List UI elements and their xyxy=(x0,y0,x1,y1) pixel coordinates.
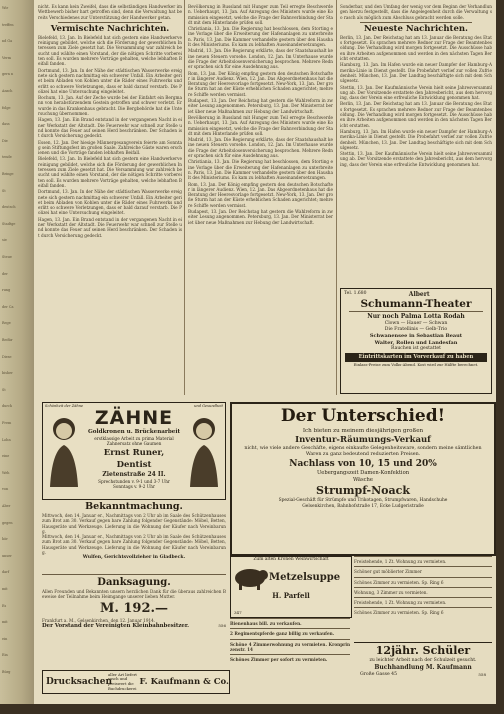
binding-text-fragment: von xyxy=(2,487,9,492)
binding-text-fragment: mit xyxy=(2,620,8,625)
binding-text-fragment: gern n xyxy=(2,72,14,77)
zahne-right-tag: und Gesundheit xyxy=(194,404,223,408)
binding-text-fragment: rung xyxy=(2,288,11,293)
theater-sponsor: Eintrittskarten im Vorverkauf zu haben xyxy=(345,353,487,362)
classified: Schöner gut möblierter Zimmer xyxy=(354,566,492,576)
notice-body: Mittwoch, den 14. Januar er., Nachmittags von 2 Uhr ab im Saale des Schützenhauses zum Brot am 30. Verkauf gegen bare Zahlung folgender Gegenstände: Möbel, Betten, Hausgeräte und Werkzeuge. Lieferung in die Wohnung der Käufer nach Vereinbarung. xyxy=(42,534,226,556)
article-text: Madrid, 13. Jan. Die Regierung erklärte, dass der Staatshaushalt keine neuen Steuern vorsehe. London, 12. Jan. Im Unterhause wurde die Frage der Arbeitslosenversicherung besprochen. Mehrere Redner sprachen sich für eine Ausdehnung aus. xyxy=(188,137,333,159)
dank-sign: Frankfurt a. M., Gelsenkirchen, den 12. Januar 1914. xyxy=(42,617,156,623)
article-text: Christiania, 13. Jan. Die Regierung hat beschlossen, dem Storting eine Vorlage über die Erweiterung der Hafenanlagen zu unterbreiten. Paris, 13. Jan. Die Kammer verhandelte gestern über den Haushalt des Ministeriums. Es kam zu lebhaften Auseinandersetzungen. xyxy=(188,26,333,48)
unterschied-title: Der Unterschied! xyxy=(280,406,446,426)
binding-text-fragment: folge xyxy=(2,105,11,110)
article-text: Rom, 13. Jan. Der König empfing gestern den deutschen Botschafter in längerer Audienz. Wien, 12. Jan. Das Abgeordnetenhaus hat die Beratung der Heeresvorlage fortgesetzt. New-York, 13. Jan. Der große Sturm hat an der Küste erheblichen Schaden angerichtet; mehrere Schiffe werden vermisst. xyxy=(188,181,333,208)
metzel-top: Zum alten Kronen Weinwirtschaft xyxy=(253,557,329,562)
zahne-title: ZÄHNE xyxy=(94,407,174,429)
binding-text-fragment: unser xyxy=(2,553,12,558)
ad-unterschied xyxy=(230,402,496,556)
theater-bottom: Einlass-Preise zum Volks-Abend. Kost wird zur Hälfte berechnet. xyxy=(353,362,479,367)
unterschied-line1: Ich bieten zu meinem diesjährigen großen xyxy=(302,428,424,434)
schuler-line2: Buchhandlung M. Kaufmann xyxy=(374,664,472,671)
classified: Schönes Zimmer per sofort zu vermieten. xyxy=(230,654,350,664)
binding-text-fragment: gegen xyxy=(2,520,13,525)
classified: Schöne 4 Zimmerwohnung zu vermieten. Kronprinzenstr. 14 xyxy=(230,639,350,655)
portrait-right xyxy=(186,407,222,487)
unterschied-line4: Uebergangszeit Damen-Konfektion xyxy=(316,470,410,476)
article-text: Dortmund, 13. Jan. In der Nähe der städtischen Wasserwerke ereignete sich gestern nachmittag ein schwerer Unfall. Ein Arbeiter geriet beim Abladen von Kohlen unter die Räder eines Fuhrwerks und erlitt so schwere Verletzungen, dass er bald darauf verstarb. Die Polizei hat eine Untersuchung eingeleitet. xyxy=(38,67,182,94)
column-3 xyxy=(340,4,492,286)
classified: Wohnung, 3 Zimmer zu vermieten. xyxy=(354,587,492,597)
article-text: Dortmund, 13. Jan. In der Nähe der städtischen Wasserwerke ereignete sich gestern nachmittag ein schwerer Unfall. Ein Arbeiter geriet beim Abladen von Kohlen unter die Räder eines Fuhrwerks und erlitt so schwere Verletzungen, dass er bald darauf verstarb. Die Polizei hat eine Untersuchung eingeleitet. xyxy=(38,189,182,216)
dank-amount: M. 192.— xyxy=(99,600,169,616)
binding-text-fragment: Verm xyxy=(2,55,11,60)
binding-text-fragment: bisher xyxy=(2,371,13,376)
page-bottom-edge xyxy=(0,704,504,714)
page-right-edge xyxy=(496,0,504,714)
binding-text-fragment: eine xyxy=(2,454,10,459)
classified: Schönes Zimmer zu vermieten. Sp. Ring 6 xyxy=(354,607,492,617)
binding-text-fragment: St xyxy=(2,188,6,193)
article-text: Bevölkerung in Russland mit Hunger zum Teil erregte Beschwerden. Ueberhaupt, 13. Jan. Auf Anregung des Ministers wurde eine Kommission eingesetzt, welche die Frage der Bahnverbindung der Stadt mit dem Hinterlande prüfen soll. xyxy=(188,114,333,136)
binding-text-fragment: Wir xyxy=(2,6,9,10)
binding-text-fragment: Bringe xyxy=(2,172,14,176)
article-text: Bevölkerung in Russland mit Hunger zum Teil erregte Beschwerden. Ueberhaupt, 13. Jan. Auf Anregung des Ministers wurde eine Kommission eingesetzt, welche die Frage der Bahnverbindung der Stadt mit dem Hinterlande prüfen soll. xyxy=(188,4,333,25)
metzel-title: Metzelsuppe xyxy=(269,571,341,583)
article-text: Bochum, 13. Jan. Auf der Zeche wurde bei der Einfahrt ein Bergmann von herabstürzendem Gestein getroffen und schwer verletzt. Er wurde in das Krankenhaus gebracht. Die Bergbehörde hat die Untersuchung übernommen. xyxy=(38,95,182,117)
classified: 2 Regimentspferde ganz billig zu verkaufen. xyxy=(230,628,350,638)
article-text: Budapest, 13. Jan. Der Reichstag hat gestern die Wahlreform in zweiter Lesung angenommen. Petersburg, 13. Jan. Der Ministerrat beriet über neue Maßnahmen zur Hebung der Landwirtschaft. xyxy=(188,98,333,114)
druck-mid1: aller Art liefert rasch und xyxy=(108,671,137,682)
binding-text-fragment: der xyxy=(2,271,8,276)
zahne-sun: Sonntags v. 9-2 Uhr xyxy=(113,484,155,490)
binding-strip xyxy=(0,0,36,714)
column-1-intro: nicht. Es kann kein Zweifel, dass die selbständigen Handwerker im Wettbewerb bisher hart getroffen sind, denn die Verwaltung hat bereits Verschiedenes zur Unterstützung der Handwerker getan. xyxy=(38,4,182,20)
notice-bekanntmachung xyxy=(42,500,226,574)
binding-text-fragment: Frem xyxy=(2,421,12,425)
theater-tel: Tel. 1.680 xyxy=(344,291,367,296)
notice-danksagung xyxy=(42,576,226,668)
notice-title: Bekanntmachung. xyxy=(85,501,183,512)
theater-line: Walter, Rollen und Landesfan xyxy=(374,339,458,346)
dank-body: Allen Freunden und Bekannten unsern herzlichen Dank für die überaus zahlreichen Beweise der Teilnahme beim Heimgange unserer lieben Mutter. xyxy=(42,589,226,600)
section-heading-misc: Vermischte Nachrichten. xyxy=(50,23,170,34)
theater-line: Clown — Hauer — Schwan xyxy=(384,321,448,326)
notice-sign: Wulfen, Gerichtsvollzieher in Gladbeck. xyxy=(82,555,186,561)
ad-schumann-theater xyxy=(340,288,492,394)
classifieds-right xyxy=(354,556,492,640)
binding-text-fragment: ein xyxy=(2,636,8,641)
binding-text-fragment: deutsch xyxy=(2,205,16,210)
schuler-line1: zu leichter Arbeit nach der Schulzeit gesucht. xyxy=(369,658,477,663)
unterschied-line5: Wäsche xyxy=(353,477,373,483)
binding-text-fragment: dass xyxy=(2,122,10,127)
binding-text-fragment: Ein xyxy=(2,653,8,658)
unterschied-brand: Strumpf-Noack xyxy=(316,484,410,497)
metzel-num: 347 xyxy=(234,610,242,615)
theater-footer: Rauchen ist gestattet xyxy=(391,346,441,351)
binding-text-fragment: St xyxy=(2,387,6,392)
zahne-left-tag: Schönheit der Zähne xyxy=(45,404,84,408)
section-heading-news: Neueste Nachrichten. xyxy=(363,23,468,34)
binding-text-fragment: Lohn xyxy=(2,437,11,442)
unterschied-addr: Gelsenkirchen, Bahnhofstraße 17, Ecke Ludgeristraße xyxy=(302,503,424,509)
zahne-hours: Sprechstunden v. 9-1 und 3-7 Uhr xyxy=(98,478,170,484)
schuler-title: 12jähr. Schüler xyxy=(375,644,471,657)
druck-mid2: preiswert die Buchdruckerei xyxy=(108,681,137,691)
unterschied-foot: Spezial-Geschäft für Strümpfe und Trikotagen, Strumpfwaren, Handschuhe xyxy=(278,498,448,503)
classified: Freistehende, 1 Zt. Wohnung zu vermieten. xyxy=(354,556,492,566)
column-2 xyxy=(188,4,333,399)
theater-line: Die Fratellinis — Gelb-Trio xyxy=(384,327,448,332)
binding-text-fragment: Weh xyxy=(2,470,10,475)
binding-text-fragment: mit xyxy=(2,587,8,591)
classified: Freistehende, 1 Zt. Wohnung zu vermieten. xyxy=(354,597,492,607)
newspaper-sheet xyxy=(34,0,498,704)
dank-title: Danksagung. xyxy=(97,577,171,588)
classified: Bienenhaus bill. zu verkaufen. xyxy=(230,618,350,628)
zahne-name: Ernst Runer, Dentist xyxy=(103,447,165,470)
column-1 xyxy=(38,4,182,399)
binding-text-fragment: tende xyxy=(2,155,12,160)
zahne-sub1: Goldkronen u. Brückenarbeit xyxy=(87,429,181,435)
ad-schuler xyxy=(354,642,492,695)
article-text: Hamburg, 13. Jan. Im Hafen wurde ein neuer Dampfer der Hamburg-Amerika-Linie in Dienst gestellt. Die Probefahrt verlief zur vollen Zufriedenheit. München, 13. Jan. Der Landtag beschäftigte sich mit dem Schulgesetz. xyxy=(340,62,492,84)
article-text: Christiania, 13. Jan. Die Regierung hat beschlossen, dem Storting eine Vorlage über die Erweiterung der Hafenanlagen zu unterbreiten. Paris, 13. Jan. Die Kammer verhandelte gestern über den Haushalt des Ministeriums. Es kam zu lebhaften Auseinandersetzungen. xyxy=(188,159,333,181)
binding-text-fragment: nd Ga xyxy=(2,39,13,44)
theater-title: Schumann-Theater xyxy=(360,298,472,310)
article-text: Madrid, 13. Jan. Die Regierung erklärte, dass der Staatshaushalt keine neuen Steuern vorsehe. London, 12. Jan. Im Unterhause wurde die Frage der Arbeitslosenversicherung besprochen. Mehrere Redner sprachen sich für eine Ausdehnung aus. xyxy=(188,48,333,70)
zahne-sub2: erstklassige Arbeit zu prima Material xyxy=(94,436,174,441)
article-text: Hagen, 13. Jan. Ein Brand entstand in der vergangenen Nacht in einer Werkstatt der Altstadt. Die Feuerwehr war schnell zur Stelle und konnte das Feuer auf seinen Herd beschränken. Der Schaden ist durch Versicherung gedeckt. xyxy=(38,117,182,139)
article-text: Hagen, 13. Jan. Ein Brand entstand in der vergangenen Nacht in einer Werkstatt der Altstadt. Die Feuerwehr war schnell zur Stelle und konnte das Feuer auf seinen Herd beschränken. Der Schaden ist durch Versicherung gedeckt. xyxy=(38,216,182,238)
binding-text-fragment: darf xyxy=(2,570,10,575)
druck-left: Drucksachen xyxy=(46,677,112,687)
binding-text-fragment: hör xyxy=(2,537,8,542)
binding-text-fragment: Steue xyxy=(2,255,12,259)
theater-owner: Albert xyxy=(408,291,430,298)
binding-text-fragment: der Ca xyxy=(2,304,14,309)
notice-body: Mittwoch, den 14. Januar er., Nachmittags von 2 Uhr ab im Saale des Schützenhauses zum Brot am 30. Verkauf gegen bare Zahlung folgender Gegenstände: Möbel, Betten, Hausgeräte und Werkzeuge. Lieferung in die Wohnung der Käufer nach Vereinbarung. xyxy=(42,513,226,534)
article-text: Berlin, 13. Jan. Der Reichstag hat am 13. Januar die Beratung des Etats fortgesetzt. Es sprachen mehrere Redner zur Frage der Beamtenbesoldung. Die Verhandlung wird morgen fortgesetzt. Die Ausschüsse haben ihre Arbeiten aufgenommen und werden in den nächsten Tagen Bericht erstatten. xyxy=(340,34,492,62)
dank-sub: Der Vorstand der Vereinigten Kleinbahnbesitzer. xyxy=(42,622,190,629)
binding-text-fragment: Bürg xyxy=(2,670,11,674)
theater-line: Schwanensee in Sebastian Beaut xyxy=(369,333,463,339)
schuler-line3: Große Gasse 45 xyxy=(360,672,398,677)
article-text: Stettin, 13. Jan. Der Kaufmännische Verein hielt seine Jahresversammlung ab. Der Vorsitzende erstattete den Jahresbericht, aus dem hervorging, dass der Verein eine erfreuliche Entwicklung genommen hat. xyxy=(340,84,492,101)
binding-text-fragment: Die xyxy=(2,138,8,143)
article-text: Stettin, 13. Jan. Der Kaufmännische Verein hielt seine Jahresversammlung ab. Der Vorsitzende erstattete den Jahresbericht, aus dem hervorging, dass der Verein eine erfreuliche Entwicklung genommen hat. xyxy=(340,151,492,167)
article-text: Budapest, 13. Jan. Der Reichstag hat gestern die Wahlreform in zweiter Lesung angenommen. Petersburg, 13. Jan. Der Ministerrat beriet über neue Maßnahmen zur Hebung der Landwirtschaft. xyxy=(188,208,333,225)
classifieds-left xyxy=(230,618,350,694)
article-text: Essen, 12. Jan. Der hiesige Männergesangverein feierte am Sonntag sein Stiftungsfest im großen Saale. Zahlreiche Gäste waren erschienen und die Vorträge fanden lebhaften Beifall. xyxy=(38,139,182,156)
ad-metzelsuppe xyxy=(230,556,352,618)
binding-text-fragment: Ansch xyxy=(2,89,13,93)
binding-text-fragment: Rege xyxy=(2,321,11,326)
article-text: Hamburg, 13. Jan. Im Hafen wurde ein neuer Dampfer der Hamburg-Amerika-Linie in Dienst gestellt. Die Probefahrt verlief zur vollen Zufriedenheit. München, 13. Jan. Der Landtag beschäftigte sich mit dem Schulgesetz. xyxy=(340,128,492,150)
binding-text-fragment: sie xyxy=(2,238,7,243)
binding-text-fragment: Stadtge xyxy=(2,221,16,226)
article-text: Bielefeld, 13. Jan. In Bielefeld hat sich gestern eine Handwerkervereinigung gebildet, welche sich die Förderung der gewerblichen Interessen zum Ziele gesetzt hat. Die Versammlung war zahlreich besucht und wählte einen Vorstand, der die nötigen Schritte vorbereiten soll. Es wurden mehrere Vorträge gehalten, welche lebhaften Beifall fanden. xyxy=(38,34,182,67)
binding-text-fragment: Es xyxy=(2,603,7,608)
ad-drucksachen xyxy=(42,670,230,694)
article-text: Sonderbar, und den Umfang der wenig vor dem Beginn der Verhandlungen hierzu festgestellt, dass die Angelegenheit durch die Verwaltung so rasch als möglich zum Abschluss gebracht werden solle. xyxy=(340,4,492,20)
zahne-addr: Zietenstraße 24 II. xyxy=(102,470,166,478)
unterschied-body: nicht, wie viele andere Geschäfte, eigens einkaufte Gelegenheitsware, sondern meine sämtlichen Waren zu ganz bedeutend reduzierten Preisen. xyxy=(244,446,482,457)
schuler-num: 558 xyxy=(478,672,486,677)
theater-sub: Nur noch Palma Lotta Rodah xyxy=(367,313,465,320)
unterschied-line2: Inventur-Räumungs-Verkauf xyxy=(295,435,431,445)
binding-text-fragment: Bedür xyxy=(2,338,13,342)
article-text: Bielefeld, 13. Jan. In Bielefeld hat sich gestern eine Handwerkervereinigung gebildet, welche sich die Förderung der gewerblichen Interessen zum Ziele gesetzt hat. Die Versammlung war zahlreich besucht und wählte einen Vorstand, der die nötigen Schritte vorbereiten soll. Es wurden mehrere Vorträge gehalten, welche lebhaften Beifall fanden. xyxy=(38,156,182,188)
metzel-name: H. Parfell xyxy=(272,591,310,600)
binding-text-fragment: durch xyxy=(2,404,13,409)
binding-text-fragment: Aber xyxy=(2,504,11,508)
pig-icon xyxy=(231,563,269,591)
dank-num: 556 xyxy=(218,622,226,628)
article-text: Rom, 13. Jan. Der König empfing gestern den deutschen Botschafter in längerer Audienz. Wien, 12. Jan. Das Abgeordnetenhaus hat die Beratung der Heeresvorlage fortgesetzt. New-York, 13. Jan. Der große Sturm hat an der Küste erheblichen Schaden angerichtet; mehrere Schiffe werden vermisst. xyxy=(188,70,333,97)
binding-text-fragment: Diese xyxy=(2,354,12,359)
portrait-left xyxy=(46,407,82,487)
ad-zahne xyxy=(42,402,226,500)
classified: Schönes Zimmer zu vermieten. Sp. Ring 6 xyxy=(354,577,492,587)
article-text: Berlin, 13. Jan. Der Reichstag hat am 13. Januar die Beratung des Etats fortgesetzt. Es sprachen mehrere Redner zur Frage der Beamtenbesoldung. Die Verhandlung wird morgen fortgesetzt. Die Ausschüsse haben ihre Arbeiten aufgenommen und werden in den nächsten Tagen Bericht erstatten. xyxy=(340,101,492,128)
unterschied-line3: Nachlass von 10, 15 und 20% xyxy=(289,459,437,469)
zahne-sub3: Zahnersatz ohne Gaumen xyxy=(106,441,162,447)
druck-right: F. Kaufmann & Co. xyxy=(139,677,229,687)
binding-text-fragment: treffen xyxy=(2,22,14,27)
